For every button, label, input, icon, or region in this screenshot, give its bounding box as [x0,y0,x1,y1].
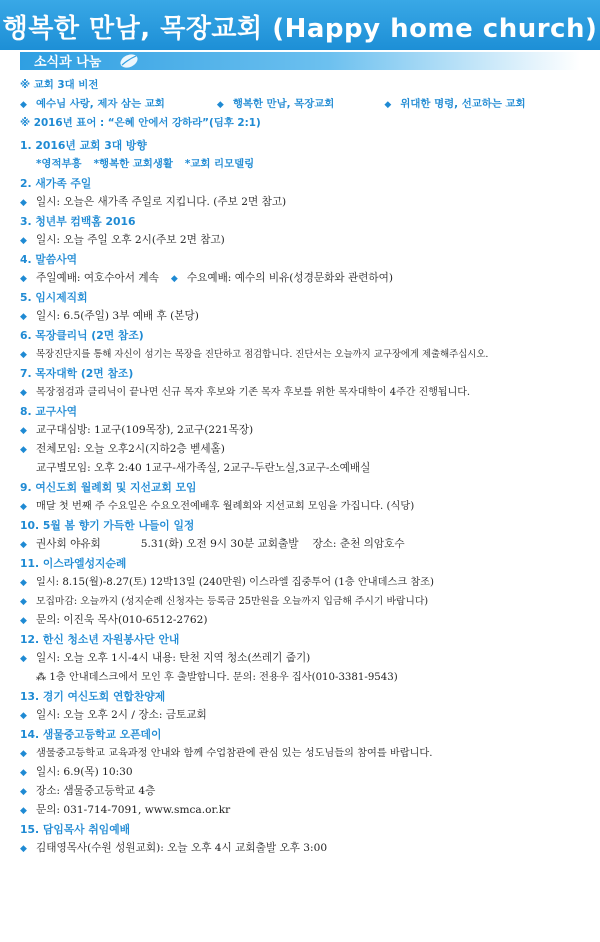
list-item [20,649,590,668]
section-heading: 6. 목장클리닉 (2면 참조) [20,329,144,342]
bullet-icon: ◆ [216,100,224,110]
bullet-icon: ◆ [20,844,27,854]
item-text: 수요예배: 예수의 비유(성경문화와 관련하여) [186,272,394,284]
section-heading: 3. 청년부 컴백홈 2016 [20,215,136,228]
list-item [20,592,590,611]
list-item [20,497,590,516]
bullet-icon: ◆ [20,654,27,664]
item-text: 샘물중고등학교 교육과정 안내와 함께 수업참관에 관심 있는 성도님들의 참여를 바랍니다. [36,748,433,759]
section-heading: 14. 샘물중고등학교 오픈데이 [20,728,162,741]
list-item [20,801,590,820]
list-item [20,573,590,592]
list-item [20,744,590,763]
item-text: 일시: 오늘 오후 2시 / 장소: 금토교회 [36,709,207,721]
list-item [20,459,590,478]
section-heading: 8. 교구사역 [20,405,78,418]
bullet-icon: ◆ [20,749,27,759]
list-item [20,193,590,212]
item-text: 목장점검과 클리닉이 끝나면 신규 목자 후보와 기존 목자 후보를 위한 목자대학이 4주간 진행됩니다. [36,387,471,398]
item-text: 장소: 샘물중고등학교 4층 [36,785,156,797]
vision-item: 예수님 사랑, 제자 삼는 교회 [36,98,165,110]
vision-items [20,95,590,114]
item-text: 5.31(화) 오전 9시 30분 교회출발 [140,538,299,550]
direction-item: *교회 리모델링 [184,158,255,170]
bullet-icon: ◆ [170,274,178,284]
bullet-icon: ◆ [20,711,27,721]
bullet-icon: ◆ [20,540,27,550]
item-text: 일시: 6.5(주일) 3부 예배 후 (본당) [36,310,199,322]
list-item [20,231,590,250]
bullet-icon: ◆ [20,768,27,778]
item-text: ⁂ 1층 안내데스크에서 모인 후 출발합니다. 문의: 전용우 집사(010-3381-9543) [36,672,398,683]
bullet-icon: ◆ [20,198,27,208]
page-title: 행복한 만남, 목장교회 (Happy home church) [2,14,598,44]
item-text: 일시: 오늘은 새가족 주일로 지킵니다. (주보 2면 참고) [36,196,287,208]
item-text: 문의: 031-714-7091, www.smca.or.kr [36,804,231,816]
list-item [20,668,590,687]
bullet-icon: ◆ [20,616,27,626]
news-content [20,76,590,858]
list-item [20,440,590,459]
vision-item: 행복한 만남, 목장교회 [232,98,335,110]
section-heading: 9. 여신도회 월례회 및 지선교회 모임 [20,481,197,494]
item-text: 일시: 오늘 오후 1시-4시 내용: 탄천 지역 청소(쓰레기 줍기) [36,652,311,664]
list-item [20,763,590,782]
section-heading: 7. 목자대학 (2면 참조) [20,367,134,380]
list-item [20,535,590,554]
item-text: 주일예배: 여호수아서 계속 [36,272,159,284]
section-heading: 10. 5월 봄 향기 가득한 나들이 일정 [20,519,195,532]
section-heading: 12. 한신 청소년 자원봉사단 안내 [20,633,180,646]
section-heading: 4. 말씀사역 [20,253,78,266]
bullet-icon: ◆ [384,100,392,110]
item-text: 목장진단지를 통해 자신이 섬기는 목장을 진단하고 점검합니다. 진단서는 오늘까지 교구장에게 제출해주십시오. [36,349,489,360]
item-text: 교구별모임: 오후 2:40 1교구-새가족실, 2교구-두란노실,3교구-소예배실 [36,462,371,474]
section-heading: 11. 이스라엘성지순례 [20,557,127,570]
list-item [20,839,590,858]
bullet-icon: ◆ [20,236,27,246]
direction-items [20,155,590,174]
section-label-bar [20,52,580,70]
item-text: 일시: 오늘 주일 오후 2시(주보 2면 참고) [36,234,225,246]
bullet-icon: ◆ [20,787,27,797]
section-label: 소식과 나눔 [34,55,102,70]
bullet-icon: ◆ [20,578,27,588]
vision-item: 위대한 명령, 선교하는 교회 [400,98,526,110]
list-item [20,307,590,326]
list-item [20,782,590,801]
item-text: 일시: 8.15(월)-8.27(토) 12박13일 (240만원) 이스라엘 집중투어 (1층 안내데스크 참조) [36,577,434,588]
bullet-icon: ◆ [20,312,27,322]
item-text: 교구대심방: 1교구(109목장), 2교구(221목장) [36,424,254,436]
list-item [20,611,590,630]
bullet-icon: ◆ [20,445,27,455]
bullet-icon: ◆ [20,502,27,512]
item-text: 일시: 6.9(목) 10:30 [36,766,133,778]
list-item [20,269,590,288]
bullet-icon: ◆ [20,274,27,284]
bullet-icon: ◆ [20,388,27,398]
item-text: 문의: 이진욱 목사(010-6512-2762) [36,614,208,626]
bullet-icon: ◆ [20,806,27,816]
item-text: 매달 첫 번째 주 수요일은 수요오전예배후 월례회와 지선교회 모임을 가집니다. (식당) [36,501,415,512]
list-item [20,345,590,364]
list-item [20,706,590,725]
section-heading: 15. 담임목사 취임예배 [20,823,131,836]
item-text: 모집마감: 오늘까지 (성지순례 신청자는 등록금 25만원을 오늘까지 입금해 주시기 바랍니다) [36,596,429,607]
item-text: 장소: 춘천 의암호수 [312,538,405,550]
section-heading: 2. 새가족 주일 [20,177,92,190]
year-motto: ※ 2016년 표어 : “은혜 안에서 강하라”(딤후 2:1) [20,117,261,129]
header-banner [0,0,600,50]
item-text: 김태영목사(수원 성원교회): 오늘 오후 4시 교회출발 오후 3:00 [36,842,328,854]
section-heading: 5. 임시제직회 [20,291,88,304]
list-item [20,421,590,440]
bullet-icon: ◆ [20,350,27,360]
bullet-icon: ◆ [20,597,27,607]
section-heading: 13. 경기 여신도회 연합찬양제 [20,690,166,703]
item-text: 전체모임: 오늘 오후2시(지하2층 벧세홀) [36,443,225,455]
leaf-icon [118,51,140,71]
direction-item: *행복한 교회생활 [93,158,173,170]
list-item [20,383,590,402]
item-text: 권사회 야유회 [36,538,101,550]
bullet-icon: ◆ [20,100,27,110]
section-heading: 1. 2016년 교회 3대 방향 [20,139,147,152]
direction-item: *영적부흥 [36,158,82,170]
vision-title: ※ 교회 3대 비전 [20,79,99,91]
bullet-icon: ◆ [20,426,27,436]
